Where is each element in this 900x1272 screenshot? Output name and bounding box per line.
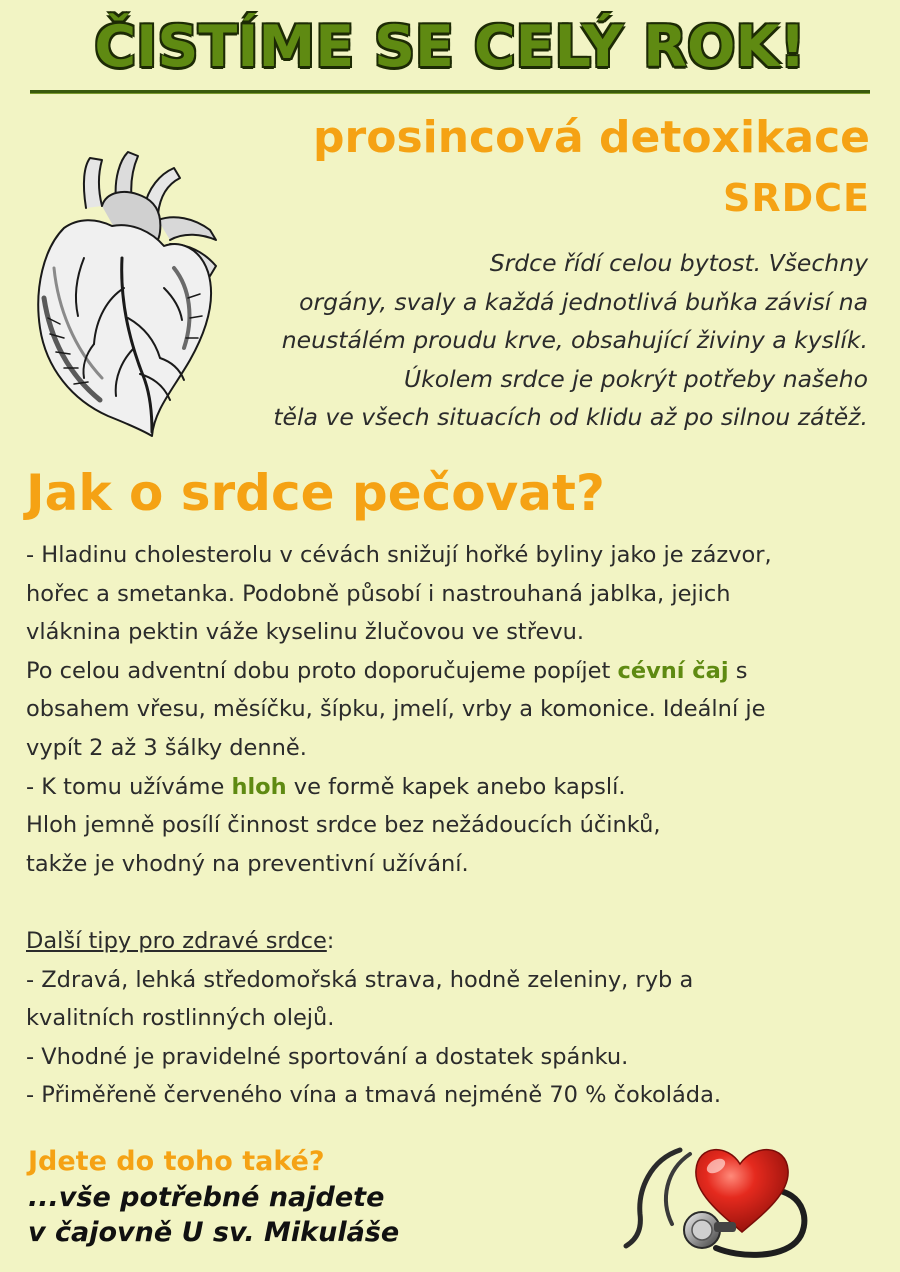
tip-line: - Zdravá, lehká středomořská strava, hodně zeleniny, ryb a: [26, 966, 694, 993]
call-to-action: [28, 1144, 399, 1250]
cta-line: ...vše potřebné najdete: [28, 1182, 385, 1213]
page-title: ČISTÍME SE CELÝ ROK!: [94, 14, 806, 80]
highlight-cevni-caj: cévní čaj: [617, 657, 729, 684]
tips-heading-colon: :: [326, 927, 335, 954]
topic-label: SRDCE: [722, 176, 870, 220]
body-text-fragment: ve formě kapek anebo kapslí.: [286, 773, 626, 800]
tip-line: kvalitních rostlinných olejů.: [26, 1005, 335, 1032]
body-line: takže je vhodný na preventivní užívání.: [26, 850, 469, 877]
body-text-fragment: Po celou adventní dobu proto doporučujeme popíjet: [26, 657, 618, 684]
intro-line: Úkolem srdce je pokrýt potřeby našeho: [403, 364, 868, 393]
spacer-line: [26, 883, 886, 922]
intro-line: Srdce řídí celou bytost. Všechny: [489, 249, 868, 277]
care-body: [26, 536, 886, 1115]
intro-line: těla ve všech situacích od klidu až po silnou zátěž.: [273, 403, 868, 431]
body-line: vypít 2 až 3 šálky denně.: [26, 734, 307, 761]
body-line: Hloh jemně posílí činnost srdce bez nežádoucích účinků,: [26, 812, 661, 839]
cta-line: v čajovně U sv. Mikuláše: [28, 1217, 400, 1248]
body-line: - Hladinu cholesterolu v cévách snižují hořké byliny jako je zázvor,: [26, 542, 772, 568]
cta-question: Jdete do toho také?: [28, 1146, 325, 1177]
intro-line: orgány, svaly a každá jednotlivá buňka závisí na: [299, 287, 868, 316]
body-text-fragment: s: [728, 657, 748, 684]
body-line: [26, 652, 886, 691]
tips-heading-line: [26, 922, 886, 961]
tip-line: - Přiměřeně červeného vína a tmavá nejméně 70 % čokoláda.: [26, 1082, 722, 1109]
intro-paragraph: [188, 244, 868, 437]
body-line: hořec a smetanka. Podobně působí i nastrouhaná jablka, jejich: [26, 580, 731, 607]
intro-line: neustálém proudu krve, obsahující živiny a kyslík.: [281, 326, 868, 354]
subtitle: prosincová detoxikace: [313, 112, 870, 163]
body-text-fragment: - K tomu užíváme: [26, 773, 232, 800]
body-line: obsahem vřesu, měsíčku, šípku, jmelí, vrby a komonice. Ideální je: [26, 696, 766, 723]
highlight-hloh: hloh: [231, 773, 287, 800]
tips-heading: Další tipy pro zdravé srdce: [26, 927, 327, 954]
tip-line: - Vhodné je pravidelné sportování a dostatek spánku.: [26, 1043, 629, 1070]
stethoscope-heart-icon: [620, 1130, 820, 1262]
body-line: vláknina pektin váže kyselinu žlučovou ve střevu.: [26, 619, 585, 646]
body-line: [26, 768, 886, 807]
title-divider: [30, 90, 870, 94]
care-heading: Jak o srdce pečovat?: [26, 464, 605, 522]
